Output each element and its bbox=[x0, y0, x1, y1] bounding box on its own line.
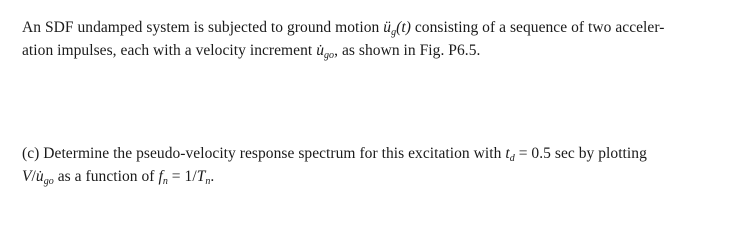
statement-text: , as shown in Fig. P6.5. bbox=[334, 42, 481, 59]
problem-statement bbox=[22, 19, 664, 65]
ground-acceleration-subscript: g bbox=[391, 27, 397, 38]
velocity-increment-symbol: u̇ bbox=[35, 168, 44, 185]
duration-subscript: d bbox=[509, 153, 515, 164]
part-c-text: = 0.5 sec by plotting bbox=[514, 145, 647, 162]
problem-statement-line-2 bbox=[22, 42, 664, 65]
velocity-increment-subscript: go bbox=[43, 176, 54, 187]
time-argument: (t) bbox=[396, 19, 411, 36]
slash: / bbox=[31, 168, 36, 185]
problem-statement-line-1 bbox=[22, 19, 664, 42]
problem-part-c bbox=[22, 145, 647, 191]
period-subscript: n bbox=[205, 176, 211, 187]
statement-text: An SDF undamped system is subjected to ground motion bbox=[22, 19, 384, 36]
part-c-line-1 bbox=[22, 145, 647, 168]
frequency-symbol: f bbox=[158, 168, 163, 185]
duration-symbol: t bbox=[505, 145, 510, 162]
statement-text: consisting of a sequence of two acceler- bbox=[410, 19, 665, 36]
period-symbol: T bbox=[196, 168, 206, 185]
velocity-increment-symbol: u̇ bbox=[316, 42, 324, 59]
pseudo-velocity-symbol: V bbox=[22, 168, 32, 185]
part-c-text: = 1/ bbox=[167, 168, 197, 185]
part-c-text: (c) Determine the pseudo-velocity response spectrum for this excitation with bbox=[22, 145, 506, 162]
frequency-subscript: n bbox=[162, 176, 168, 187]
statement-text: ation impulses, each with a velocity increment bbox=[22, 42, 317, 59]
part-c-text: . bbox=[210, 168, 215, 185]
ground-acceleration-symbol: ü bbox=[383, 19, 392, 36]
part-c-line-2 bbox=[22, 168, 647, 191]
velocity-increment-subscript: go bbox=[324, 50, 335, 61]
part-c-text: as a function of bbox=[53, 168, 159, 185]
